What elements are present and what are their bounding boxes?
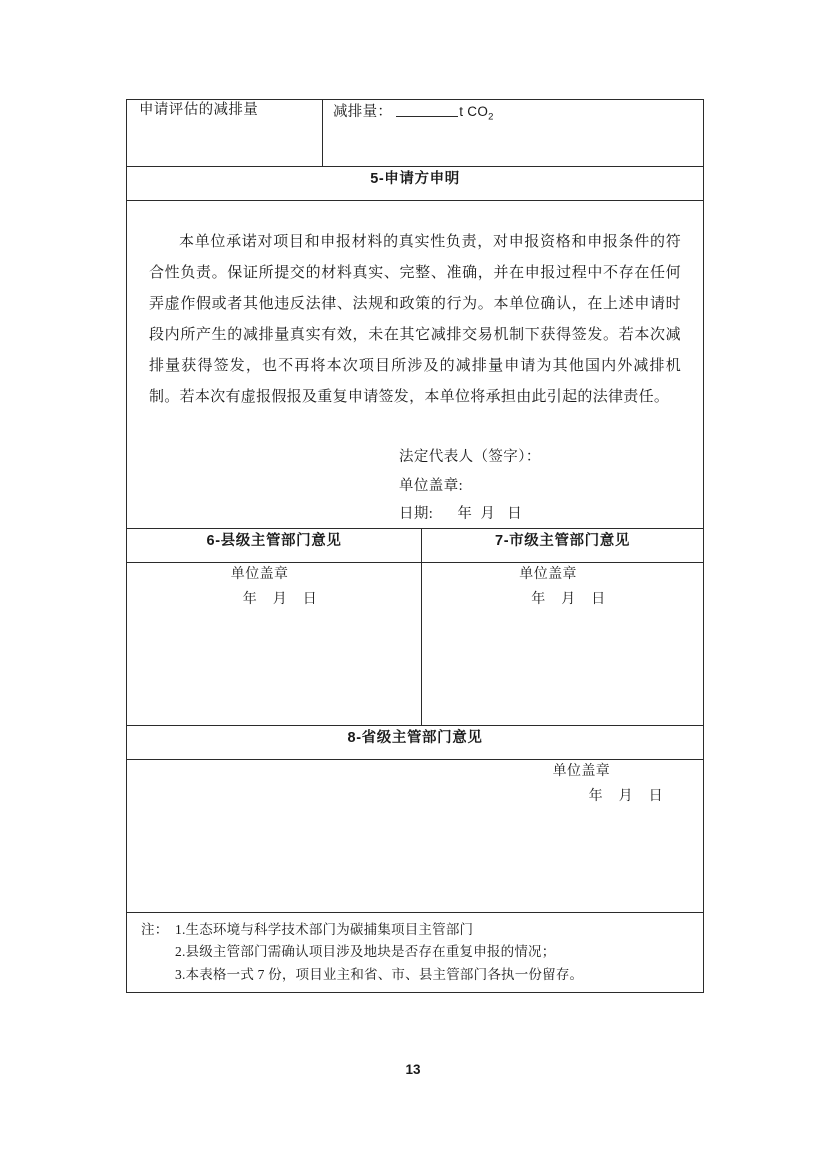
section8-body-cell[interactable] bbox=[127, 760, 704, 913]
table-row-section8-header bbox=[127, 726, 704, 760]
reduction-amount-value-cell[interactable] bbox=[323, 100, 704, 167]
unit-subscript: 2 bbox=[488, 111, 494, 123]
declaration-content bbox=[127, 201, 703, 528]
reduction-amount-prefix: 减排量： bbox=[333, 104, 393, 120]
section8-content bbox=[127, 760, 703, 819]
notes-block bbox=[127, 913, 703, 992]
notes-label: 注： bbox=[141, 922, 169, 938]
section8-date-label: 年 月 日 bbox=[588, 788, 663, 804]
note-item-2 bbox=[141, 941, 693, 963]
reduction-amount-unit: t $CO_2$ bbox=[459, 104, 494, 123]
table-row-section8-body bbox=[127, 760, 704, 913]
section5-body-cell bbox=[127, 201, 704, 529]
section6-heading: 6-县级主管部门意见 bbox=[127, 529, 422, 563]
section6-stamp-block bbox=[231, 563, 317, 612]
section6-seal-label: 单位盖章 bbox=[230, 567, 289, 583]
note-text-1: 1.生态环境与科学技术部门为碳捕集项目主管部门 bbox=[175, 922, 474, 938]
table-row-section67-headers bbox=[127, 529, 704, 563]
note-item-3 bbox=[141, 964, 693, 986]
reduction-amount-label: 申请评估的减排量 bbox=[139, 102, 259, 118]
legal-representative-line[interactable]: 法定代表人（签字）： bbox=[399, 449, 541, 466]
declaration-signature-block bbox=[149, 443, 681, 528]
section7-date-label: 年 月 日 bbox=[531, 591, 606, 607]
section7-heading: 7-市级主管部门意见 bbox=[422, 529, 704, 563]
table-row-section5-header bbox=[127, 167, 704, 201]
note-text-3: 3.本表格一式 7 份，项目业主和省、市、县主管部门各执一份留存。 bbox=[175, 966, 584, 982]
notes-cell bbox=[127, 913, 704, 993]
section8-heading: 8-省级主管部门意见 bbox=[127, 726, 704, 760]
section7-body-cell[interactable] bbox=[422, 563, 704, 726]
company-seal-line[interactable]: 单位盖章: bbox=[399, 477, 464, 494]
date-line[interactable]: 日期: 年 月 日 bbox=[399, 505, 523, 522]
declaration-paragraph: 本单位承诺对项目和申报材料的真实性负责，对申报资格和申报条件的符合性负责。保证所提交的材料真实、完整、准确，并在申报过程中不存在任何弄虚作假或者其他违反法律、法规和政策的行为。本单位确认，在上述申请时段内所产生的减排量真实有效，未在其它减排交易机制下获得签发。若本次减排量获得签发，也不再将本次项目所涉及的减排量申请为其他国内外减排机制。若本次有虚报假报及重复申请签发，本单位将承担由此引起的法律责任。 bbox=[149, 234, 681, 406]
section6-body-cell[interactable] bbox=[127, 563, 422, 726]
section6-date-label: 年 月 日 bbox=[242, 591, 318, 607]
note-item-1 bbox=[141, 919, 693, 941]
section5-heading: 5-申请方申明 bbox=[127, 167, 704, 201]
section8-stamp-block bbox=[553, 760, 663, 809]
table-row-section67-bodies bbox=[127, 563, 704, 726]
reduction-amount-label-cell bbox=[127, 100, 323, 167]
page-number: 13 bbox=[405, 1062, 421, 1077]
application-form-table bbox=[126, 99, 704, 993]
reduction-amount-blank-field[interactable] bbox=[396, 103, 458, 117]
table-row-reduction-amount bbox=[127, 100, 704, 167]
section7-stamp-block bbox=[519, 563, 605, 612]
section7-seal-label: 单位盖章 bbox=[519, 567, 577, 583]
table-row-notes bbox=[127, 913, 704, 993]
section8-seal-label: 单位盖章 bbox=[552, 764, 611, 780]
table-row-section5-body bbox=[127, 201, 704, 529]
reduction-amount-value bbox=[323, 100, 703, 123]
note-text-2: 2.县级主管部门需确认项目涉及地块是否存在重复申报的情况； bbox=[175, 944, 556, 960]
